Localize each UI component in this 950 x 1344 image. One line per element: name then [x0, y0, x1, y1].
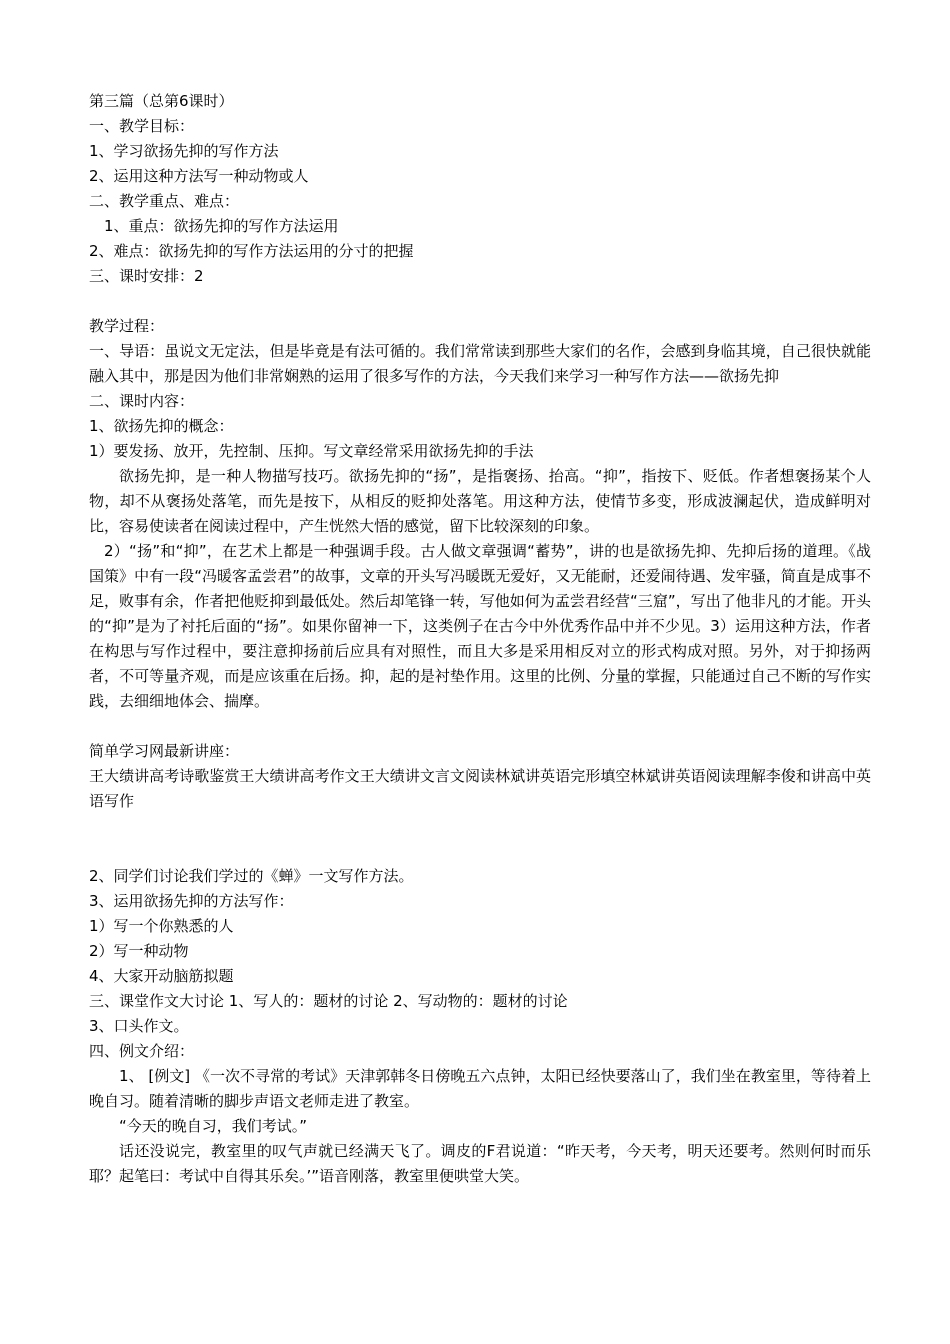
activity-item-2: 2、同学们讨论我们学过的《蝉》一文写作方法。	[89, 867, 414, 885]
objective-item-1: 1、学习欲扬先抑的写作方法	[89, 142, 279, 160]
concept-paragraph-2: 2）“扬”和“抑”，在艺术上都是一种强调手段。古人做文章强调“蓄势”，讲的也是欲扬先抑、先抑后扬的道理。《战国策》中有一段“冯暖客孟尝君”的故事，文章的开头写冯暖既无爱好，又无能耐，还爱闹待遇、发牢骚，简直是成事不足，败事有余，作者把他贬抑到最低处。然后却笔锋一转，写他如何为孟尝君经营“三窟”，写出了他非凡的才能。开头的“抑”是为了衬托后面的“扬”。如果你留神一下，这类例子在古今中外优秀作品中并不少见。3）运用这种方法，作者在构思与写作过程中，要注意抑扬前后应具有对照性，而且大多是采用相反对立的形式构成对照。另外，对于抑扬两者，不可等量齐观，而是应该重在后扬。抑，起的是衬垫作用。这里的比例、分量的掌握，只能通过自己不断的写作实践，去细细地体会、揣摩。	[89, 542, 871, 710]
concept-paragraph-1: 欲扬先抑，是一种人物描写技巧。欲扬先抑的“扬”，是指褒扬、抬高。“抑”，指按下、贬低。作者想褒扬某个人物，却不从褒扬处落笔，而先是按下，从相反的贬抑处落笔。用这种方法，使情节多变，形成波澜起伏，造成鲜明对比，容易使读者在阅读过程中，产生恍然大悟的感觉，留下比较深刻的印象。	[89, 467, 871, 535]
oral-composition-line: 3、口头作文。	[89, 1017, 189, 1035]
key-point-focus: 1、重点：欲扬先抑的写作方法运用	[104, 217, 339, 235]
objective-item-2: 2、运用这种方法写一种动物或人	[89, 167, 309, 185]
example-heading: 四、例文介绍：	[89, 1042, 195, 1060]
process-heading: 教学过程：	[89, 317, 165, 335]
activity-sub-2: 2）写一种动物	[89, 942, 189, 960]
ad-body: 王大绩讲高考诗歌鉴赏王大绩讲高考作文王大绩讲文言文阅读林斌讲英语完形填空林斌讲英语阅读理解李俊和讲高中英语写作	[89, 767, 871, 810]
ad-heading: 简单学习网最新讲座：	[89, 742, 240, 760]
intro-paragraph: 一、导语：虽说文无定法，但是毕竟是有法可循的。我们常常读到那些大家们的名作，会感到身临其境，自己很快就能融入其中，那是因为他们非常娴熟的运用了很多写作的方法，今天我们来学习一种写作方法——欲扬先抑	[89, 342, 871, 385]
key-points-heading: 二、教学重点、难点：	[89, 192, 240, 210]
activity-sub-1: 1）写一个你熟悉的人	[89, 917, 234, 935]
concept-point-1: 1）要发扬、放开，先控制、压抑。写文章经常采用欲扬先抑的手法	[89, 442, 534, 460]
key-point-difficulty: 2、难点：欲扬先抑的写作方法运用的分寸的把握	[89, 242, 414, 260]
spacer	[89, 814, 871, 864]
spacer	[89, 714, 871, 739]
example-quote: “今天的晚自习，我们考试。”	[119, 1117, 308, 1135]
spacer	[89, 289, 871, 314]
activity-item-3: 3、运用欲扬先抑的方法写作：	[89, 892, 294, 910]
example-paragraph-2: 话还没说完，教室里的叹气声就已经满天飞了。调皮的F君说道：“昨天考，今天考，明天还要考。然则何时而乐耶？起笔曰：考试中自得其乐矣。’”语音刚落，教室里便哄堂大笑。	[89, 1142, 871, 1185]
document-page	[89, 89, 871, 1189]
example-paragraph-1: 1、 [例文] 《一次不寻常的考试》天津郭韩冬日傍晚五六点钟，太阳已经快要落山了，我们坐在教室里，等待着上晚自习。随着清晰的脚步声语文老师走进了教室。	[89, 1067, 871, 1110]
lesson-title: 第三篇（总第6课时）	[89, 92, 234, 110]
objectives-heading: 一、教学目标：	[89, 117, 195, 135]
concept-heading: 1、欲扬先抑的概念：	[89, 417, 234, 435]
schedule-line: 三、课时安排：2	[89, 267, 204, 285]
activity-item-4: 4、大家开动脑筋拟题	[89, 967, 234, 985]
discussion-line: 三、课堂作文大讨论 1、写人的：题材的讨论 2、写动物的：题材的讨论	[89, 992, 568, 1010]
content-heading: 二、课时内容：	[89, 392, 195, 410]
